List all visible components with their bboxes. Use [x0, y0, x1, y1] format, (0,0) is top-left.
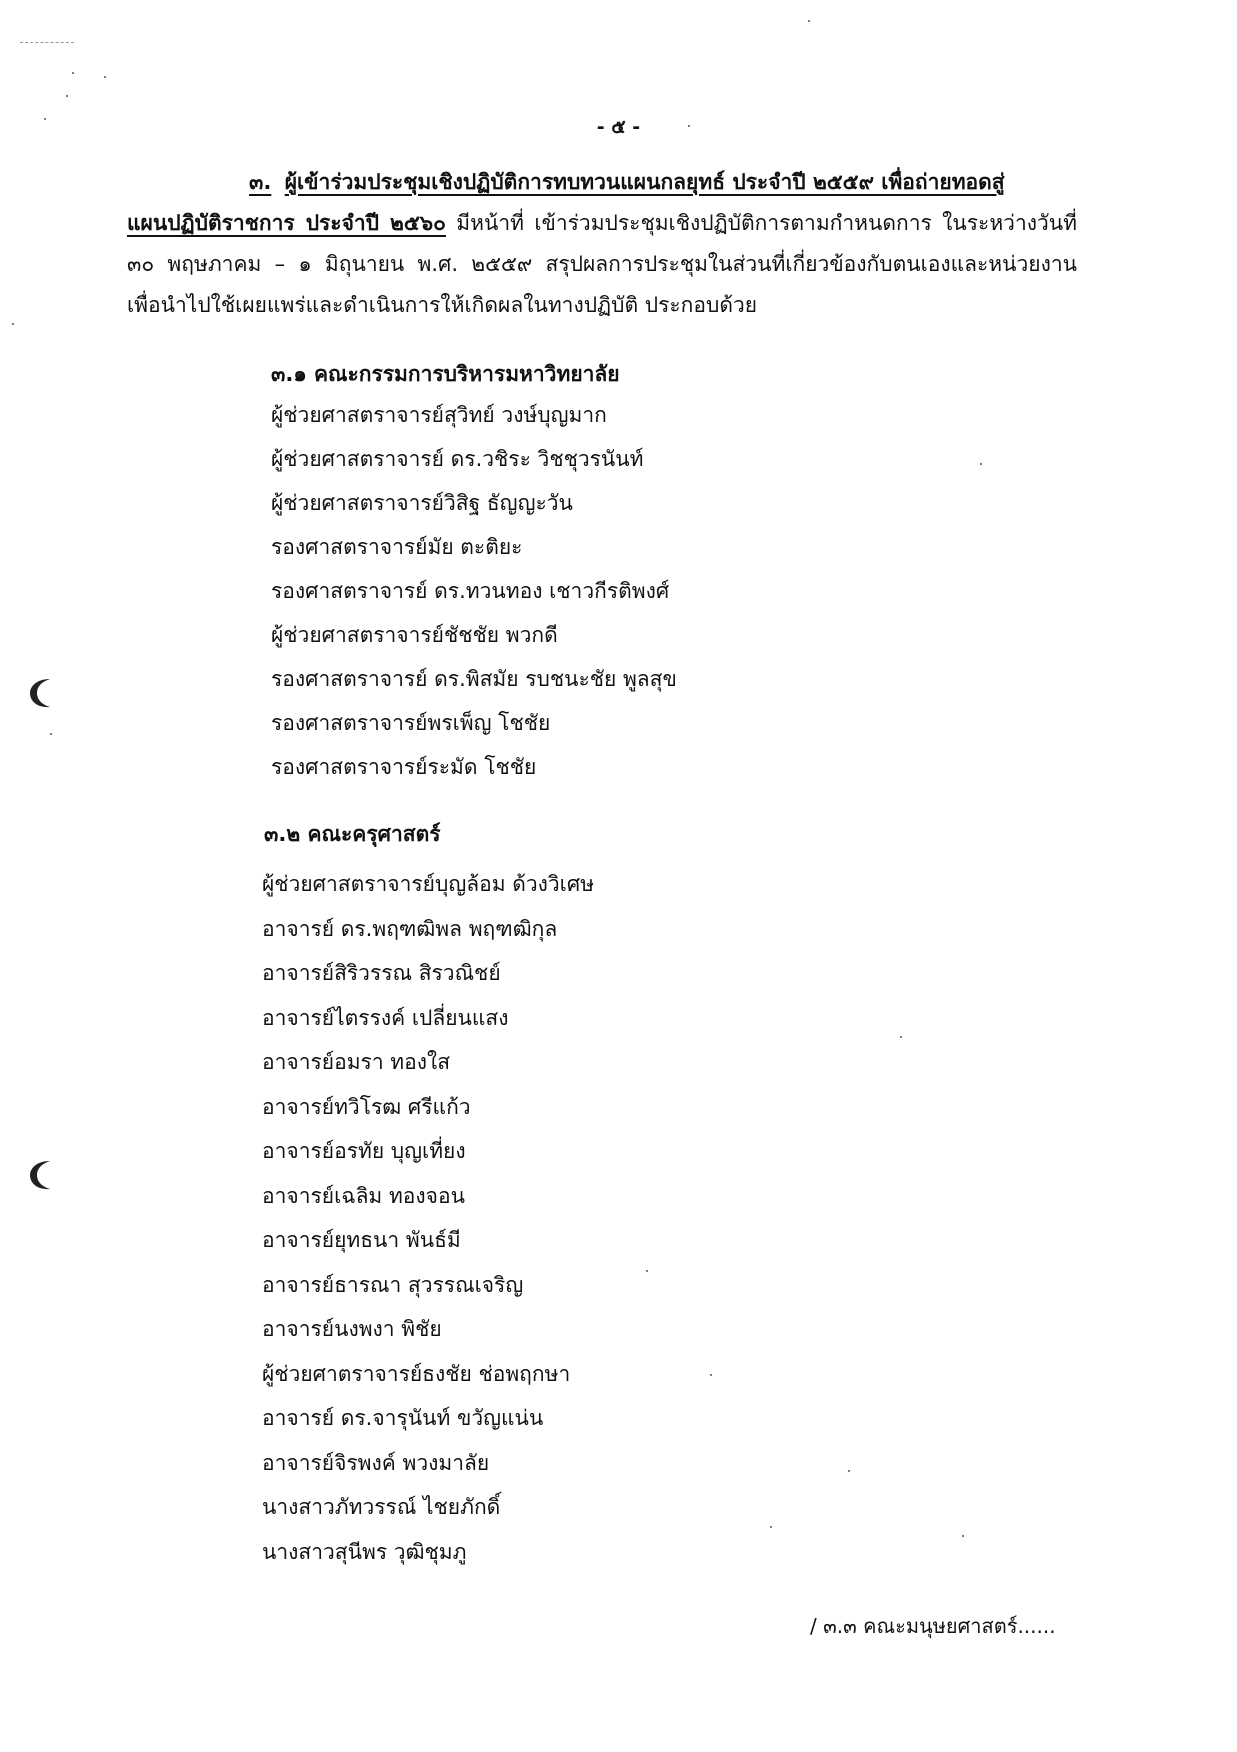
section-1-heading: ๓.๑ คณะกรรมการบริหารมหาวิทยาลัย	[271, 362, 620, 386]
list-item: ผู้ช่วยศาสตราจารย์ ดร.วชิระ วิชชุวรนันท์	[271, 447, 644, 471]
list-item: ผู้ช่วยศาสตราจารย์บุญล้อม ด้วงวิเศษ	[262, 872, 595, 896]
scan-speck	[66, 95, 68, 97]
scan-speck	[808, 20, 810, 22]
intro-title-2: แผนปฏิบัติราชการ ประจำปี ๒๕๖๐	[127, 211, 446, 235]
list-item: อาจารย์สิริวรรณ สิรวณิชย์	[262, 961, 501, 985]
punch-hole-mark-icon	[28, 676, 54, 710]
list-item: นางสาวสุนีพร วุฒิชุมภู	[262, 1539, 467, 1564]
list-item: อาจารย์อรทัย บุญเที่ยง	[262, 1139, 466, 1163]
section-2-heading: ๓.๒ คณะครุศาสตร์	[264, 822, 441, 846]
list-item: รองศาสตราจารย์ ดร.พิสมัย รบชนะชัย พูลสุข	[271, 667, 677, 691]
list-item: ผู้ช่วยศาสตราจารย์วิสิฐ ธัญญะวัน	[271, 491, 573, 515]
list-item: ผู้ช่วยศาตราจารย์ธงชัย ช่อพฤกษา	[262, 1361, 571, 1386]
list-item: นางสาวภัทวรรณ์ ไชยภักดิ์	[262, 1495, 501, 1519]
list-item: รองศาสตราจารย์พรเพ็ญ โชชัย	[271, 711, 551, 735]
scan-artifact	[20, 42, 74, 44]
list-item: อาจารย์นงพงา พิชัย	[262, 1317, 442, 1341]
intro-line-3: ๓๐ พฤษภาคม – ๑ มิถุนายน พ.ศ. ๒๕๕๙ สรุปผลการประชุมในส่วนที่เกี่ยวข้องกับตนเองและหน่วยงาน	[127, 252, 1077, 276]
list-item: อาจารย์ธารณา สุวรรณเจริญ	[262, 1272, 524, 1297]
scan-speck	[980, 463, 982, 465]
section-1-list	[271, 393, 971, 789]
list-item: รองศาสตราจารย์ระมัด โชชัย	[271, 755, 537, 779]
scan-speck	[962, 1535, 964, 1537]
section-2-list	[262, 862, 962, 1574]
list-item: อาจารย์จิรพงค์ พวงมาลัย	[262, 1450, 490, 1475]
list-item: รองศาสตราจารย์มัย ตะติยะ	[271, 535, 523, 559]
list-item: ผู้ช่วยศาสตราจารย์สุวิทย์ วงษ์บุญมาก	[271, 403, 607, 427]
intro-line-1	[127, 162, 1077, 203]
intro-title-1: ผู้เข้าร่วมประชุมเชิงปฏิบัติการทบทวนแผนกลยุทธ์ ประจำปี ๒๕๕๙ เพื่อถ่ายทอดสู่	[284, 170, 1005, 194]
continuation-note: / ๓.๓ คณะมนุษยศาสตร์......	[810, 1614, 1056, 1638]
list-item: อาจารย์อมรา ทองใส	[262, 1050, 451, 1074]
list-item: อาจารย์ไตรรงค์ เปลี่ยนแสง	[262, 1005, 509, 1030]
scan-speck	[50, 733, 52, 735]
punch-hole-mark-icon	[28, 1158, 54, 1192]
page-number: - ๕ -	[596, 116, 641, 138]
list-item: อาจารย์ยุทธนา พันธ์มี	[262, 1228, 461, 1252]
list-item: ผู้ช่วยศาสตราจารย์ชัชชัย พวกดี	[271, 623, 558, 647]
intro-paragraph	[127, 162, 1077, 326]
intro-number: ๓.	[249, 170, 272, 194]
intro-line-2-text: มีหน้าที่ เข้าร่วมประชุมเชิงปฏิบัติการตามกำหนดการ ในระหว่างวันที่	[456, 211, 1078, 235]
list-item: รองศาสตราจารย์ ดร.ทวนทอง เชาวกีรติพงศ์	[271, 579, 670, 603]
list-item: อาจารย์เฉลิม ทองจอน	[262, 1183, 465, 1208]
scan-speck	[104, 76, 106, 78]
list-item: อาจารย์ทวิโรฒ ศรีแก้ว	[262, 1094, 471, 1119]
intro-line-2	[127, 203, 1077, 244]
scan-speck	[12, 323, 14, 325]
intro-line-4: เพื่อนำไปใช้เผยแพร่และดำเนินการให้เกิดผลในทางปฏิบัติ ประกอบด้วย	[127, 293, 758, 317]
scan-speck	[72, 72, 74, 74]
list-item: อาจารย์ ดร.จารุนันท์ ขวัญแน่น	[262, 1406, 544, 1430]
list-item: อาจารย์ ดร.พฤฑฒิพล พฤฑฒิกุล	[262, 916, 558, 941]
